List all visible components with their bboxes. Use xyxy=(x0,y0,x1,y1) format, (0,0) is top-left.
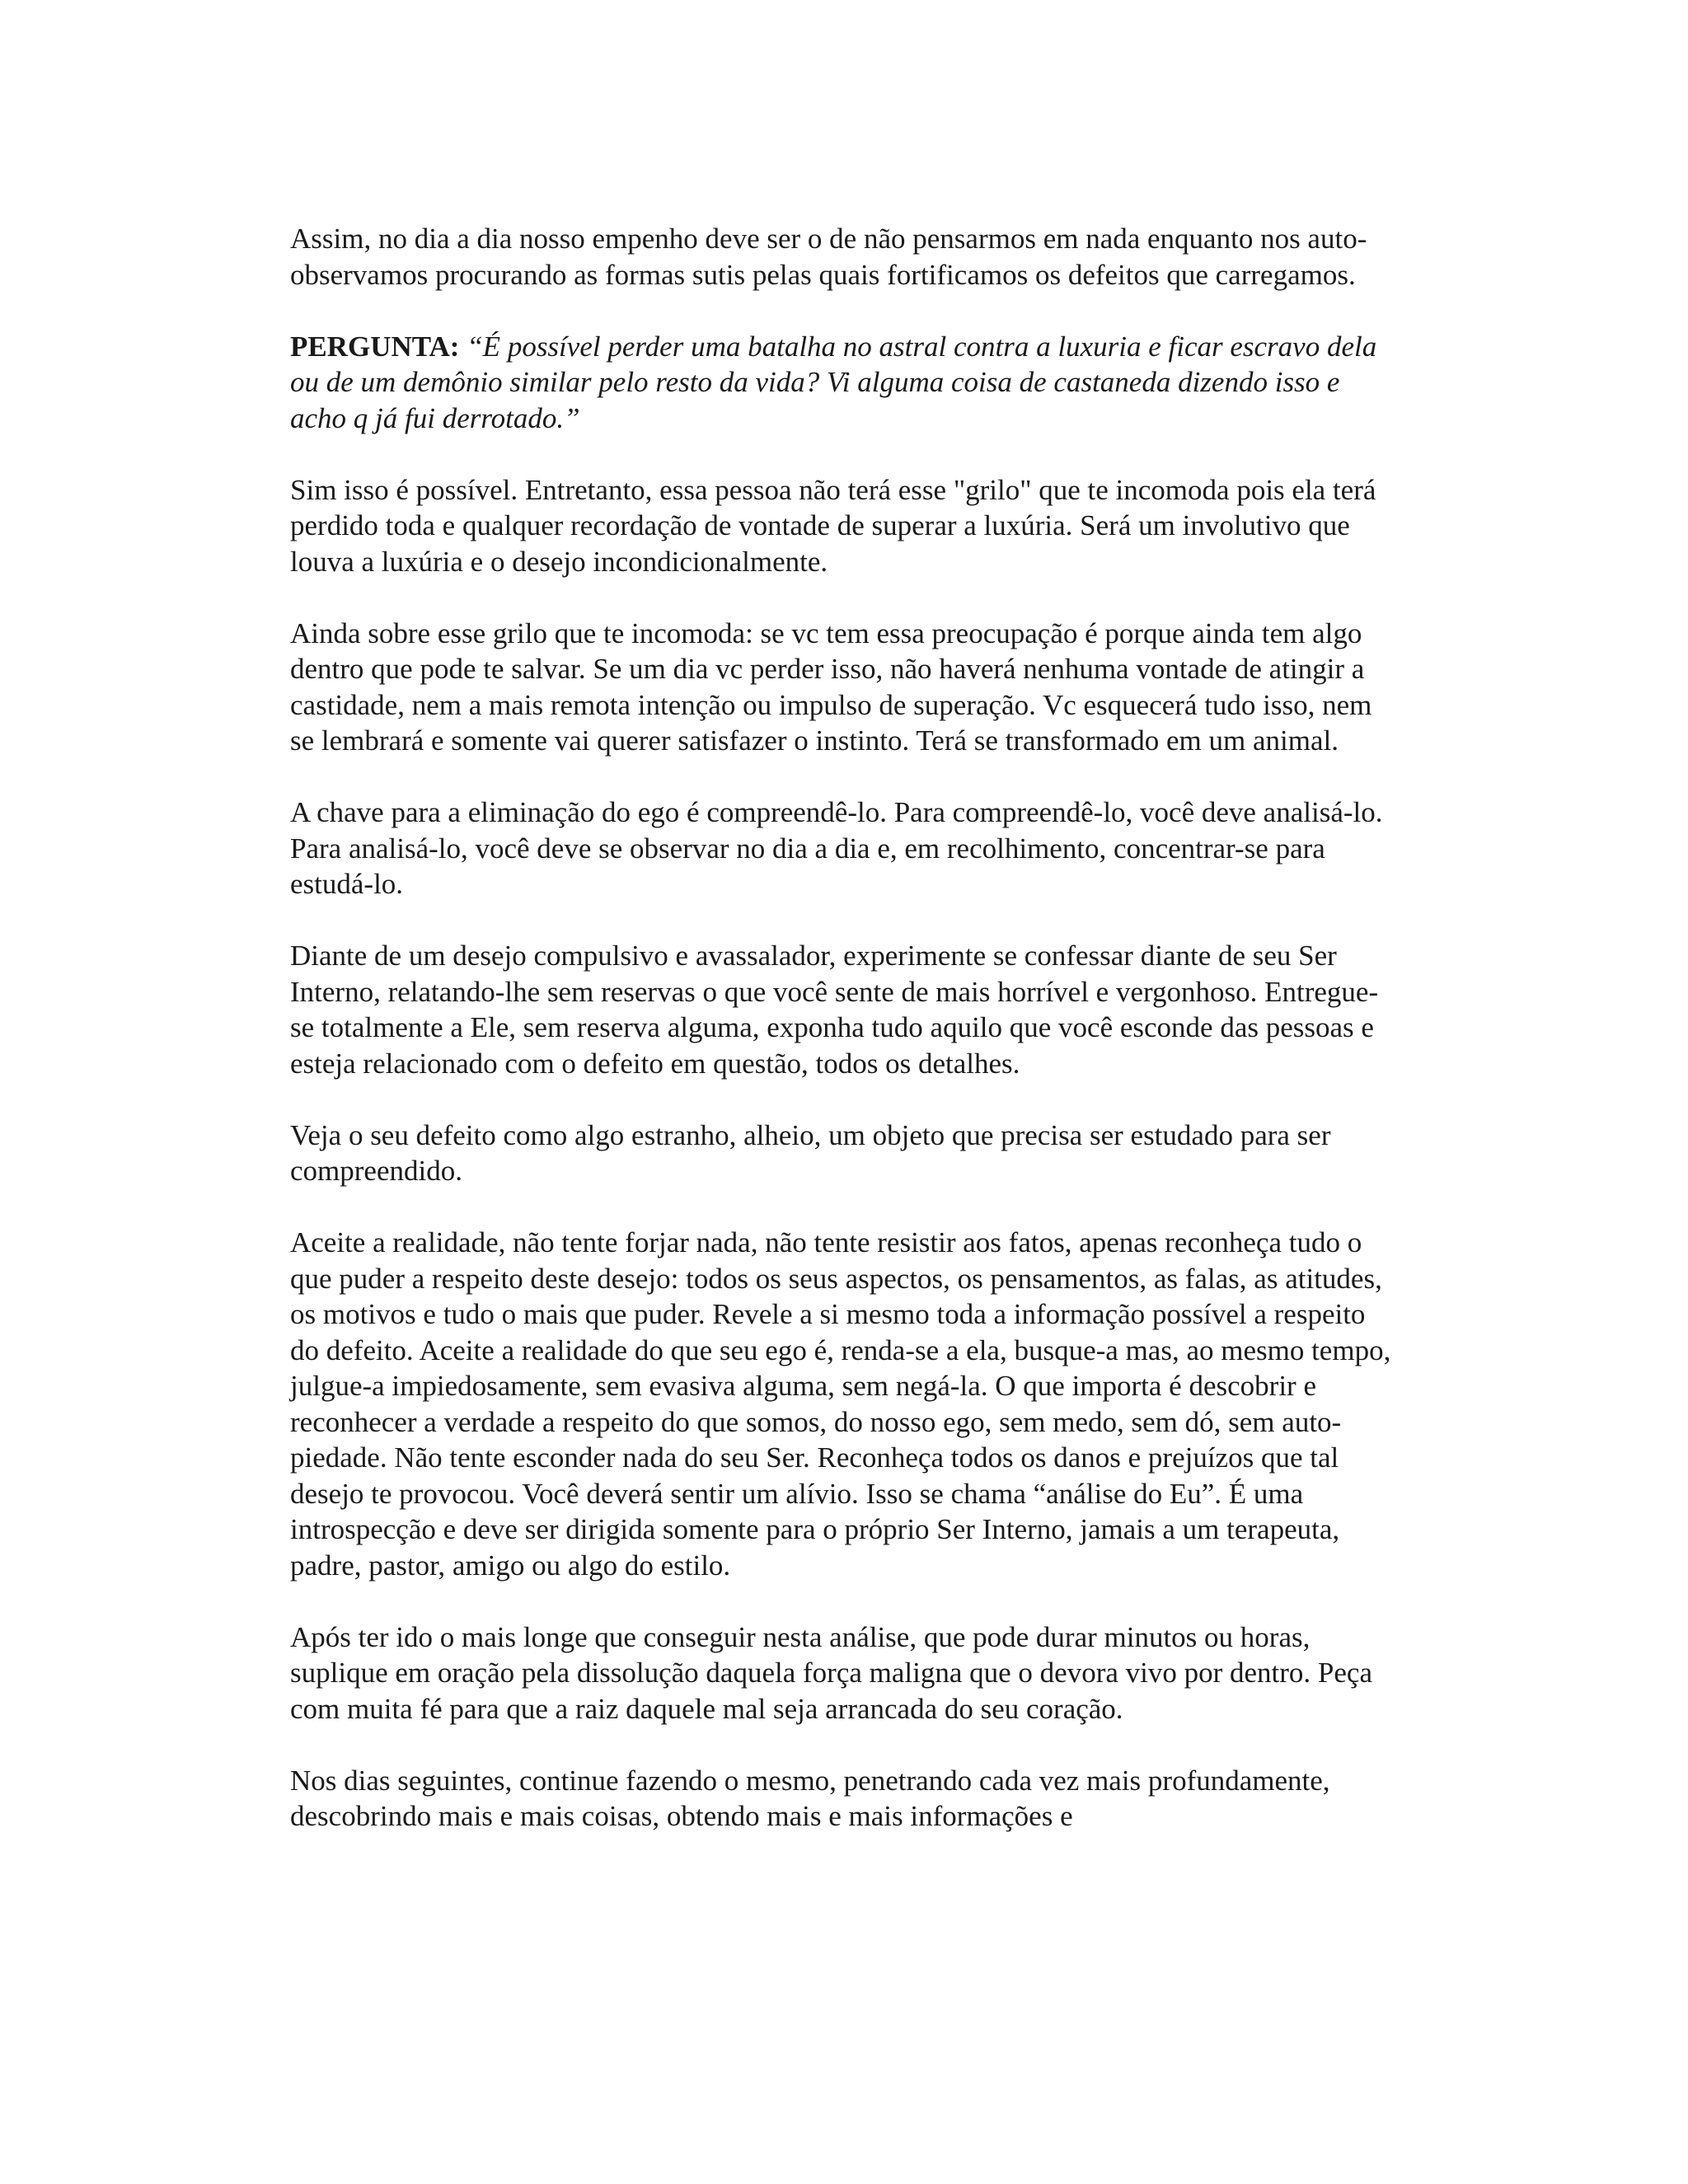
paragraph-apos: Após ter ido o mais longe que conseguir nesta análise, que pode durar minutos ou horas, suplique em oração pela dissolução daquela força maligna que o devora vivo por dentro. Peça com muita fé para que a raiz daquele mal seja arrancada do seu coração. xyxy=(290,1620,1372,1725)
paragraph-intro: Assim, no dia a dia nosso empenho deve ser o de não pensarmos em nada enquanto nos auto-observamos procurando as formas sutis pelas quais fortificamos os defeitos que carregamos. xyxy=(290,223,1367,291)
paragraph-grilo: Ainda sobre esse grilo que te incomoda: se vc tem essa preocupação é porque ainda tem algo dentro que pode te salvar. Se um dia vc perder isso, não haverá nenhuma vontade de atingir a castidade, nem a mais remota intenção ou impulso de superação. Vc esquecerá tudo isso, nem se lembrará e somente vai querer satisfazer o instinto. Terá se transformado em um animal. xyxy=(290,616,1372,757)
paragraph-veja: Veja o seu defeito como algo estranho, alheio, um objeto que precisa ser estudado para ser compreendido. xyxy=(290,1118,1331,1187)
question-text: “É possível perder uma batalha no astral contra a luxuria e ficar escravo dela ou de um demônio similar pelo resto da vida? Vi alguma coisa de castaneda dizendo isso e acho q já fui derrotado.” xyxy=(290,330,1377,434)
paragraph-chave: A chave para a eliminação do ego é compreendê-lo. Para compreendê-lo, você deve analisá-lo. Para analisá-lo, você deve se observar no dia a dia e, em recolhimento, concentrar-se para estudá-lo. xyxy=(290,796,1383,900)
paragraph-nos-dias: Nos dias seguintes, continue fazendo o mesmo, penetrando cada vez mais profundamente, descobrindo mais e mais coisas, obtendo mais e mais informações e xyxy=(290,1764,1330,1832)
paragraph-answer: Sim isso é possível. Entretanto, essa pessoa não terá esse "grilo" que te incomoda pois ela terá perdido toda e qualquer recordação de vontade de superar a luxúria. Será um involutivo que louva a luxúria e o desejo incondicionalmente. xyxy=(290,473,1376,578)
question-paragraph xyxy=(290,329,1395,437)
paragraph-diante: Diante de um desejo compulsivo e avassalador, experimente se confessar diante de seu Ser Interno, relatando-lhe sem reservas o que você sente de mais horrível e vergonhoso. Entregue-se totalmente a Ele, sem reserva alguma, exponha tudo aquilo que você esconde das pessoas e esteja relacionado com o defeito em questão, todos os detalhes. xyxy=(290,940,1379,1080)
paragraph-aceite: Aceite a realidade, não tente forjar nada, não tente resistir aos fatos, apenas reconheça tudo o que puder a respeito deste desejo: todos os seus aspectos, os pensamentos, as falas, as atitudes, os motivos e tudo o mais que puder. Revele a si mesmo toda a informação possível a respeito do defeito. Aceite a realidade do que seu ego é, renda-se a ela, busque-a mas, ao mesmo tempo, julgue-a impiedosamente, sem evasiva alguma, sem negá-la. O que importa é descobrir e reconhecer a verdade a respeito do que somos, do nosso ego, sem medo, sem dó, sem auto-piedade. Não tente esconder nada do seu Ser. Reconheça todos os danos e prejuízos que tal desejo te provocou. Você deverá sentir um alívio. Isso se chama “análise do Eu”. É uma introspecção e deve ser dirigida somente para o próprio Ser Interno, jamais a um terapeuta, padre, pastor, amigo ou algo do estilo. xyxy=(290,1226,1391,1582)
document-body xyxy=(290,221,1395,1835)
question-label: PERGUNTA: xyxy=(290,330,460,363)
